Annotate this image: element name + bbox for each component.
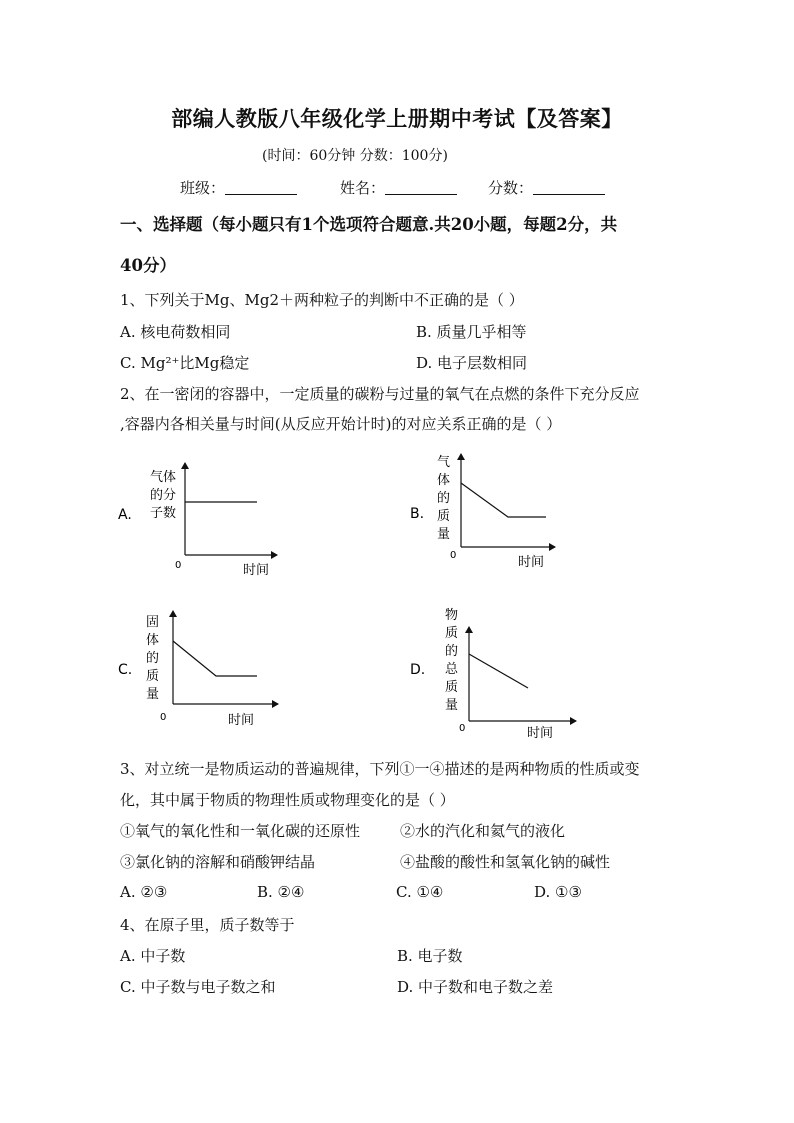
graph-b-ylabel-2: 体 [437, 473, 451, 488]
q1-stem: 1、下列关于Mg、Mg2＋两种粒子的判断中不正确的是（ ） [120, 291, 524, 309]
q3-option-c[interactable]: C. ①④ [396, 883, 444, 901]
graph-b-origin: 0 [450, 550, 457, 561]
graph-c-line [173, 641, 257, 676]
graph-b-ylabel-3: 的 [437, 491, 451, 506]
score-field [488, 177, 605, 198]
q3-option-b[interactable]: B. ②④ [257, 883, 305, 901]
graph-a-ylabel-2: 的分 [150, 488, 177, 503]
graph-a-origin: 0 [175, 560, 182, 571]
q3-stem-line1: 3、对立统一是物质运动的普遍规律，下列①一④描述的是两种物质的性质或变 [120, 760, 640, 778]
q4-option-a[interactable]: A. 中子数 [120, 947, 186, 965]
graph-c[interactable] [118, 611, 278, 728]
q3-option-a[interactable]: A. ②③ [120, 883, 168, 901]
graph-c-ylabel-1: 固 [146, 615, 160, 630]
graph-d-ylabel-1: 物 [445, 608, 459, 623]
graph-d-xlabel: 时间 [527, 726, 554, 741]
q3-item-2: ②水的汽化和氦气的液化 [400, 822, 566, 840]
q3-stem-line2: 化，其中属于物质的物理性质或物理变化的是（ ） [120, 791, 455, 809]
name-blank[interactable] [385, 180, 457, 195]
page-title: 部编人教版八年级化学上册期中考试【及答案】 [171, 106, 623, 131]
q3-item-3: ③氯化钠的溶解和硝酸钾结晶 [120, 853, 316, 871]
graph-a-ylabel-1: 气体 [150, 470, 177, 485]
graph-b[interactable] [410, 454, 555, 570]
graph-a-ylabel-3: 子数 [150, 506, 177, 521]
graph-d[interactable] [410, 607, 576, 741]
graph-b-line [461, 483, 546, 517]
graph-d-ylabel-6: 量 [445, 698, 459, 713]
q4-option-c[interactable]: C. 中子数与电子数之和 [120, 978, 276, 996]
graph-d-ylabel-5: 质 [445, 680, 459, 695]
q3-option-d[interactable]: D. ①③ [534, 883, 582, 901]
graph-b-ylabel-1: 气 [437, 455, 451, 470]
q1-option-c[interactable]: C. Mg²⁺比Mg稳定 [120, 354, 250, 372]
q3-item-4: ④盐酸的酸性和氢氧化钠的碱性 [400, 853, 611, 871]
graph-d-line [469, 654, 528, 688]
graph-c-origin: 0 [160, 712, 167, 723]
q4-option-b[interactable]: B. 电子数 [397, 947, 463, 965]
graph-d-ylabel-4: 总 [445, 662, 459, 677]
q2-graphs [0, 440, 794, 750]
graph-a-letter: A. [118, 507, 132, 523]
graph-b-ylabel-4: 质 [437, 509, 451, 524]
class-blank[interactable] [225, 180, 297, 195]
q1-option-a[interactable]: A. 核电荷数相同 [120, 323, 231, 341]
graph-c-letter: C. [118, 662, 133, 678]
q4-option-d[interactable]: D. 中子数和电子数之差 [397, 978, 554, 996]
graph-c-ylabel-4: 质 [146, 669, 160, 684]
graph-b-ylabel-5: 量 [437, 527, 451, 542]
q1-option-b[interactable]: B. 质量几乎相等 [416, 323, 527, 341]
q2-stem-line1: 2、在一密闭的容器中，一定质量的碳粉与过量的氧气在点燃的条件下充分反应 [120, 385, 640, 403]
graph-c-ylabel-2: 体 [146, 633, 160, 648]
q3-item-1: ①氧气的氧化性和一氧化碳的还原性 [120, 822, 361, 840]
name-label: 姓名： [340, 179, 386, 197]
graph-d-ylabel-2: 质 [445, 626, 459, 641]
graph-c-xlabel: 时间 [228, 713, 255, 728]
name-field [340, 177, 457, 198]
graph-d-ylabel-3: 的 [445, 644, 459, 659]
graph-c-ylabel-5: 量 [146, 687, 160, 702]
q2-stem-line2: ,容器内各相关量与时间(从反应开始计时)的对应关系正确的是（ ） [120, 415, 562, 433]
graph-d-letter: D. [410, 662, 426, 678]
graph-d-origin: 0 [459, 723, 466, 734]
score-label: 分数： [488, 179, 534, 197]
graph-b-xlabel: 时间 [518, 555, 545, 570]
graph-c-ylabel-3: 的 [146, 651, 160, 666]
graph-a-xlabel: 时间 [243, 563, 270, 578]
q1-option-d[interactable]: D. 电子层数相同 [416, 354, 528, 372]
class-label: 班级： [180, 179, 226, 197]
graph-b-letter: B. [410, 506, 425, 522]
section-heading: 一、选择题（每小题只有1个选项符合题意.共20小题，每题2分，共 [120, 215, 618, 234]
graph-a[interactable] [118, 463, 277, 578]
section-heading-cont: 40分） [120, 256, 176, 275]
score-blank[interactable] [533, 180, 605, 195]
class-field [180, 177, 297, 198]
exam-info: (时间：60分钟 分数：100分) [262, 148, 448, 164]
q4-stem: 4、在原子里，质子数等于 [120, 916, 295, 934]
